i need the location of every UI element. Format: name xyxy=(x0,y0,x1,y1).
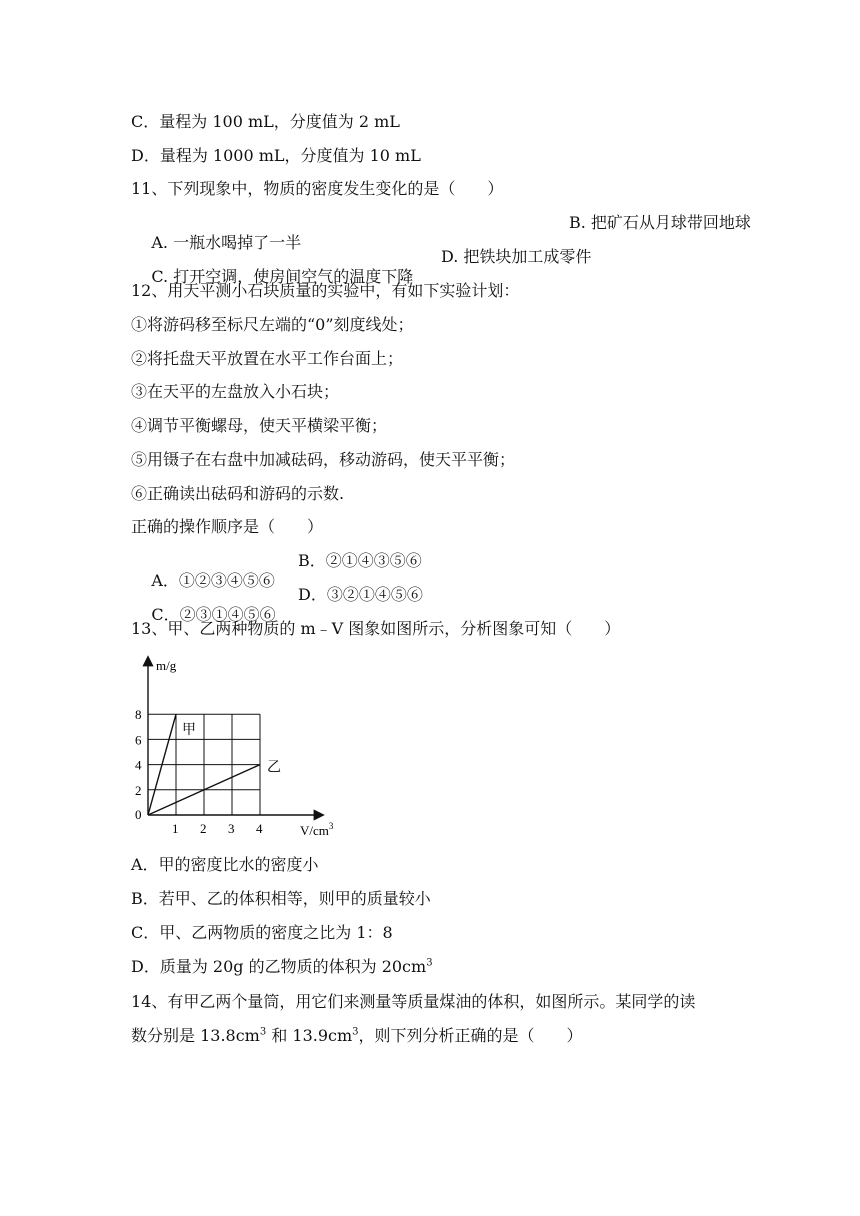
q14-reading-2-sup: 3 xyxy=(352,1026,359,1038)
q10-option-d: D．量程为 1000 mL，分度值为 10 mL xyxy=(131,146,421,165)
q12-option-c: C．②③①④⑤⑥ xyxy=(151,605,276,624)
x-tick-label: 1 xyxy=(172,821,179,836)
q12-step-2: ②将托盘天平放置在水平工作台面上； xyxy=(131,349,404,368)
q13-option-c: C．甲、乙两物质的密度之比为 1：8 xyxy=(131,923,393,942)
x-tick-label: 3 xyxy=(228,821,235,836)
q12-step-4: ④调节平衡螺母，使天平横梁平衡； xyxy=(131,416,388,435)
y-axis-label: m/g xyxy=(156,658,177,673)
x-axis-label xyxy=(300,821,334,838)
q14-reading-1-sup: 3 xyxy=(259,1026,267,1038)
q13-option-b: B．若甲、乙的体积相等，则甲的质量较小 xyxy=(131,889,431,908)
q10-option-c: C．量程为 100 mL，分度值为 2 mL xyxy=(131,112,400,131)
mv-chart xyxy=(128,652,348,840)
q12-option-a: A．①②③④⑤⑥ xyxy=(151,571,275,590)
x-tick-label: 2 xyxy=(200,821,207,836)
q13-option-d xyxy=(131,957,433,977)
q14-line2 xyxy=(131,1026,583,1046)
y-tick-label: 6 xyxy=(135,732,142,748)
q13-option-a: A．甲的密度比水的密度小 xyxy=(131,855,319,874)
q11-option-b: B. 把矿石从月球带回地球 xyxy=(569,213,751,232)
q12-step-5: ⑤用镊子在右盘中加减砝码，移动游码，使天平平衡； xyxy=(131,450,516,469)
x-tick-label: 4 xyxy=(256,821,263,836)
chart-grid xyxy=(148,714,260,815)
series-label-2: 乙 xyxy=(267,760,281,776)
q12-option-d: D．③②①④⑤⑥ xyxy=(298,585,423,604)
q14-reading-1: 数分别是 13.8cm xyxy=(131,1026,260,1045)
y-tick-label: 8 xyxy=(135,707,142,723)
q13-option-d-sup: 3 xyxy=(426,957,433,969)
q12-stem: 12、用天平测小石块质量的实验中，有如下实验计划： xyxy=(131,281,520,300)
q11-option-d: D. 把铁块加工成零件 xyxy=(441,247,592,266)
q13-option-d-text: D．质量为 20g 的乙物质的体积为 20cm xyxy=(131,957,427,976)
q11-option-a: A. 一瓶水喝掉了一半 xyxy=(151,233,302,252)
q12-step-1: ①将游码移至标尺左端的“0”刻度线处； xyxy=(131,315,414,334)
q14-reading-2: 和 13.9cm xyxy=(266,1026,353,1045)
x-axis-label-base: V/cm xyxy=(300,823,329,838)
y-tick-label: 4 xyxy=(135,757,142,773)
q12-step-3: ③在天平的左盘放入小石块； xyxy=(131,382,340,401)
q14-line2-tail: ，则下列分析正确的是（ ） xyxy=(358,1026,583,1045)
x-axis-label-sup: 3 xyxy=(328,821,334,831)
q11-option-c: C. 打开空调，使房间空气的温度下降 xyxy=(151,267,414,286)
q14-line1: 14、有甲乙两个量筒，用它们来测量等质量煤油的体积，如图所示。某同学的读 xyxy=(131,992,696,1011)
q12-ask: 正确的操作顺序是（ ） xyxy=(131,517,324,536)
q13-stem: 13、甲、乙两种物质的 m﹣V 图象如图所示，分析图象可知（ ） xyxy=(131,619,621,638)
series-label-1: 甲 xyxy=(182,723,196,739)
y-tick-label: 2 xyxy=(135,782,142,798)
q12-option-b: B．②①④③⑤⑥ xyxy=(298,551,422,570)
q12-step-6: ⑥正确读出砝码和游码的示数. xyxy=(131,484,345,503)
q11-stem: 11、下列现象中，物质的密度发生变化的是（ ） xyxy=(131,179,504,198)
origin-label: 0 xyxy=(135,807,142,822)
